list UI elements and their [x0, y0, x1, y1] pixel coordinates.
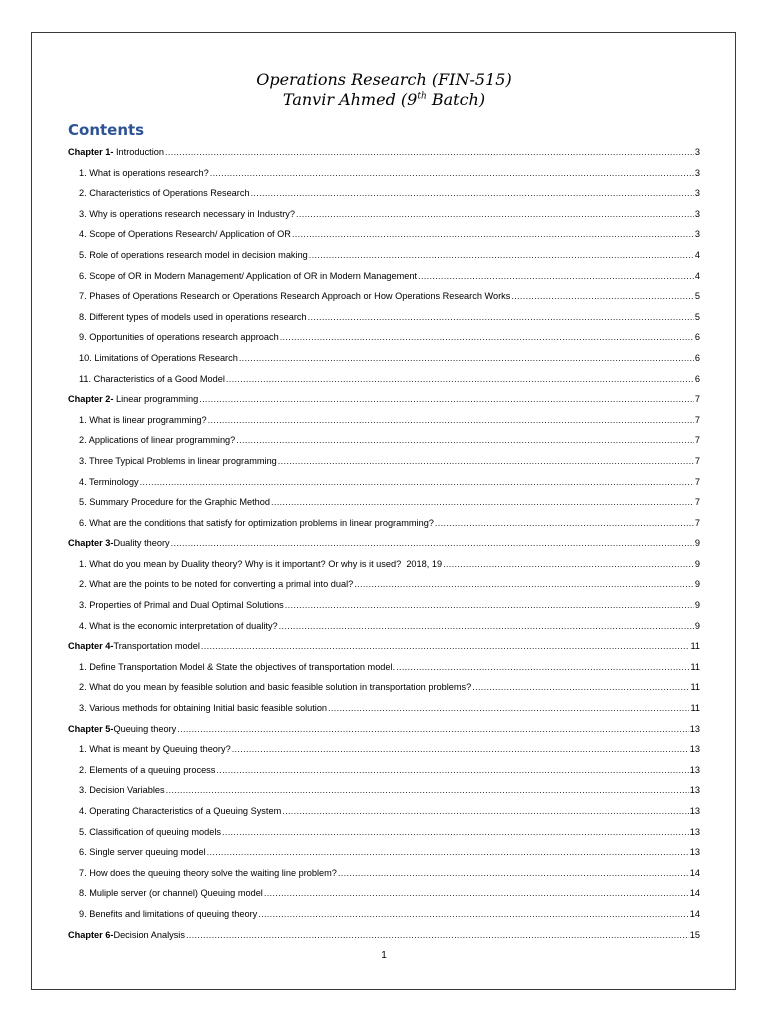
toc-chapter-entry[interactable]	[68, 636, 700, 657]
toc-entry-label: 4. Operating Characteristics of a Queuing System	[79, 806, 282, 816]
toc-item-entry[interactable]	[68, 513, 700, 534]
toc-dot-leader	[251, 183, 694, 204]
toc-page-number: 7	[694, 517, 700, 528]
toc-page-number: 6	[694, 352, 700, 363]
toc-entry-label: 3. Three Typical Problems in linear programming	[79, 455, 277, 466]
toc-entry-label: 1. What is meant by Queuing theory?	[79, 744, 231, 755]
toc-entry-label: 9. Benefits and limitations of queuing theory	[79, 908, 258, 919]
toc-item-entry[interactable]	[68, 822, 700, 843]
toc-dot-leader	[278, 451, 694, 472]
toc-page-number: 9	[694, 600, 700, 611]
toc-chapter-number: Chapter 5-	[68, 723, 114, 734]
toc-page-number: 4	[694, 270, 700, 281]
toc-page-number: 13	[689, 826, 700, 837]
toc-item-entry[interactable]	[68, 698, 700, 719]
toc-chapter-number: Chapter 3-	[68, 538, 114, 549]
toc-entry-label: 3. Why is operations research necessary in Industry?	[79, 208, 296, 219]
toc-dot-leader	[171, 533, 694, 554]
toc-dot-leader	[140, 472, 694, 493]
toc-dot-leader	[216, 760, 688, 781]
toc-page-number: 13	[689, 847, 700, 858]
toc-item-entry[interactable]	[68, 739, 700, 760]
toc-dot-leader	[165, 142, 694, 163]
toc-entry-label: 10. Limitations of Operations Research	[79, 352, 238, 363]
toc-item-entry[interactable]	[68, 245, 700, 266]
toc-dot-leader	[166, 780, 689, 801]
toc-dot-leader	[435, 513, 694, 534]
toc-entry-label: 8. Different types of models used in operations research	[79, 311, 307, 322]
table-of-contents	[68, 142, 700, 945]
toc-page-number: 14	[689, 908, 700, 919]
toc-dot-leader	[271, 492, 694, 513]
toc-dot-leader	[292, 224, 694, 245]
toc-dot-leader	[328, 698, 689, 719]
toc-dot-leader	[199, 389, 694, 410]
toc-page-number: 13	[689, 806, 700, 816]
toc-page-number: 13	[689, 785, 700, 796]
toc-page-number: 9	[694, 620, 700, 631]
toc-entry-label: 4. Terminology	[79, 476, 139, 487]
toc-dot-leader	[354, 574, 694, 595]
toc-item-entry[interactable]	[68, 410, 700, 431]
toc-item-entry[interactable]	[68, 863, 700, 884]
toc-item-entry[interactable]	[68, 842, 700, 863]
author-superscript: th	[417, 91, 427, 102]
toc-entry-label: 5. Classification of queuing models	[79, 826, 221, 837]
toc-entry-label: 3. Decision Variables	[79, 785, 165, 796]
toc-item-entry[interactable]	[68, 554, 700, 575]
toc-chapter-number: Chapter 6-	[68, 929, 114, 940]
toc-entry-label: 7. Phases of Operations Research or Operations Research Approach or How Operations Research Works	[79, 291, 511, 302]
toc-chapter-number: Chapter 2-	[68, 394, 114, 405]
toc-item-entry[interactable]	[68, 286, 700, 307]
toc-dot-leader	[279, 616, 694, 637]
toc-dot-leader	[208, 410, 694, 431]
toc-chapter-entry[interactable]	[68, 925, 700, 946]
toc-item-entry[interactable]	[68, 163, 700, 184]
toc-page-number: 7	[694, 476, 700, 487]
toc-dot-leader	[226, 369, 694, 390]
toc-page-number: 13	[689, 744, 700, 755]
author-text-post: Batch)	[426, 90, 486, 109]
toc-dot-leader	[296, 204, 694, 225]
toc-entry-label: 1. What is operations research?	[79, 167, 209, 178]
contents-heading: Contents	[68, 121, 145, 139]
toc-page-number: 15	[689, 929, 700, 940]
toc-page-number: 9	[694, 579, 700, 590]
page-number: 1	[381, 950, 387, 961]
toc-item-entry[interactable]	[68, 327, 700, 348]
toc-item-entry[interactable]	[68, 430, 700, 451]
toc-page-number: 13	[689, 723, 700, 734]
toc-entry-label: Decision Analysis	[113, 929, 185, 940]
toc-item-entry[interactable]	[68, 224, 700, 245]
toc-page-number: 3	[694, 167, 700, 178]
toc-entry-label: 2. Applications of linear programming?	[79, 435, 236, 446]
toc-item-entry[interactable]	[68, 492, 700, 513]
toc-page-number: 7	[694, 455, 700, 466]
toc-dot-leader	[511, 286, 694, 307]
toc-chapter-number: Chapter 4-	[68, 641, 114, 652]
toc-dot-leader	[418, 266, 694, 287]
toc-dot-leader	[222, 822, 689, 843]
toc-item-entry[interactable]	[68, 904, 700, 925]
toc-dot-leader	[280, 327, 694, 348]
toc-entry-label: 7. How does the queuing theory solve the waiting line problem?	[79, 867, 337, 878]
toc-entry-label: 2. Elements of a queuing process	[79, 764, 216, 775]
toc-item-entry[interactable]	[68, 307, 700, 328]
toc-entry-label: 1. What do you mean by Duality theory? Why is it important? Or why is it used? 2018, 19	[79, 558, 443, 569]
toc-entry-label: 11. Characteristics of a Good Model	[79, 373, 225, 384]
toc-entry-label: 5. Role of operations research model in decision making	[79, 249, 308, 260]
toc-entry-label: Queuing theory	[113, 723, 177, 734]
toc-entry-label: 2. Characteristics of Operations Research	[79, 188, 250, 199]
toc-entry-label: 6. Single server queuing model	[79, 847, 206, 858]
toc-entry-label: Transportation model	[113, 641, 200, 652]
document-title: Operations Research (FIN-515)	[256, 70, 512, 89]
toc-entry-label: 4. Scope of Operations Research/ Application of OR	[79, 229, 291, 240]
toc-entry-label: 1. What is linear programming?	[79, 414, 207, 425]
toc-item-entry[interactable]	[68, 574, 700, 595]
toc-entry-label: 3. Properties of Primal and Dual Optimal Solutions	[79, 600, 284, 611]
toc-page-number: 5	[694, 311, 700, 322]
toc-page-number: 9	[694, 558, 700, 569]
toc-dot-leader	[186, 925, 689, 946]
toc-dot-leader	[236, 430, 694, 451]
toc-page-number: 7	[694, 394, 700, 405]
toc-dot-leader	[239, 348, 694, 369]
toc-item-entry[interactable]	[68, 595, 700, 616]
toc-item-entry[interactable]	[68, 348, 700, 369]
toc-item-entry[interactable]	[68, 204, 700, 225]
toc-page-number: 7	[694, 497, 700, 508]
toc-chapter-entry[interactable]	[68, 389, 700, 410]
toc-dot-leader	[309, 245, 694, 266]
toc-page-number: 11	[690, 703, 700, 714]
toc-dot-leader	[264, 883, 689, 904]
toc-entry-label: 1. Define Transportation Model & State the objectives of transportation model.	[79, 661, 396, 672]
toc-dot-leader	[207, 842, 689, 863]
toc-entry-label: Linear programming	[113, 394, 199, 405]
document-author	[0, 90, 768, 110]
toc-page-number: 9	[694, 538, 700, 549]
toc-dot-leader	[210, 163, 694, 184]
toc-item-entry[interactable]	[68, 677, 700, 698]
toc-entry-label: 2. What are the points to be noted for converting a primal into dual?	[79, 579, 354, 590]
toc-dot-leader	[201, 636, 690, 657]
toc-page-number: 4	[694, 249, 700, 260]
toc-item-entry[interactable]	[68, 369, 700, 390]
toc-chapter-entry[interactable]	[68, 719, 700, 740]
toc-page-number: 11	[690, 682, 700, 693]
toc-item-entry[interactable]	[68, 616, 700, 637]
toc-entry-label: 6. What are the conditions that satisfy for optimization problems in linear programming?	[79, 517, 434, 528]
toc-dot-leader	[177, 719, 689, 740]
toc-page-number: 3	[694, 147, 700, 157]
toc-chapter-number: Chapter 1-	[68, 147, 114, 157]
toc-dot-leader	[282, 801, 689, 822]
toc-entry-label: Duality theory	[113, 538, 170, 549]
toc-entry-label: 6. Scope of OR in Modern Management/ Application of OR in Modern Management	[79, 270, 418, 281]
author-text-pre: Tanvir Ahmed (9	[282, 90, 418, 109]
toc-dot-leader	[472, 677, 689, 698]
toc-entry-label: 3. Various methods for obtaining Initial basic feasible solution	[79, 703, 328, 714]
toc-page-number: 3	[694, 188, 700, 199]
toc-page-number: 6	[694, 332, 700, 343]
toc-chapter-entry[interactable]	[68, 533, 700, 554]
toc-chapter-entry[interactable]	[68, 142, 700, 163]
toc-page-number: 11	[690, 641, 700, 652]
toc-dot-leader	[285, 595, 694, 616]
toc-item-entry[interactable]	[68, 801, 700, 822]
toc-page-number: 7	[694, 435, 700, 446]
toc-entry-label: 8. Muliple server (or channel) Queuing model	[79, 888, 263, 899]
toc-page-number: 3	[694, 229, 700, 240]
toc-page-number: 3	[694, 208, 700, 219]
toc-item-entry[interactable]	[68, 657, 700, 678]
toc-dot-leader	[396, 657, 689, 678]
toc-entry-label: 5. Summary Procedure for the Graphic Method	[79, 497, 270, 508]
toc-item-entry[interactable]	[68, 451, 700, 472]
toc-page-number: 14	[689, 867, 700, 878]
toc-page-number: 6	[694, 373, 700, 384]
toc-dot-leader	[258, 904, 689, 925]
toc-dot-leader	[443, 554, 694, 575]
toc-dot-leader	[308, 307, 694, 328]
toc-item-entry[interactable]	[68, 183, 700, 204]
toc-item-entry[interactable]	[68, 266, 700, 287]
toc-page-number: 5	[694, 291, 700, 302]
toc-page-number: 13	[689, 764, 700, 775]
toc-page-number: 7	[694, 414, 700, 425]
toc-entry-label: 2. What do you mean by feasible solution and basic feasible solution in transportation problems?	[79, 682, 472, 693]
toc-item-entry[interactable]	[68, 760, 700, 781]
toc-entry-label: Introduction	[113, 147, 165, 157]
toc-page-number: 11	[690, 661, 700, 672]
toc-entry-label: 4. What is the economic interpretation of duality?	[79, 620, 278, 631]
toc-item-entry[interactable]	[68, 472, 700, 493]
toc-item-entry[interactable]	[68, 883, 700, 904]
toc-page-number: 14	[689, 888, 700, 899]
toc-dot-leader	[232, 739, 689, 760]
toc-item-entry[interactable]	[68, 780, 700, 801]
toc-dot-leader	[338, 863, 689, 884]
toc-entry-label: 9. Opportunities of operations research approach	[79, 332, 279, 343]
